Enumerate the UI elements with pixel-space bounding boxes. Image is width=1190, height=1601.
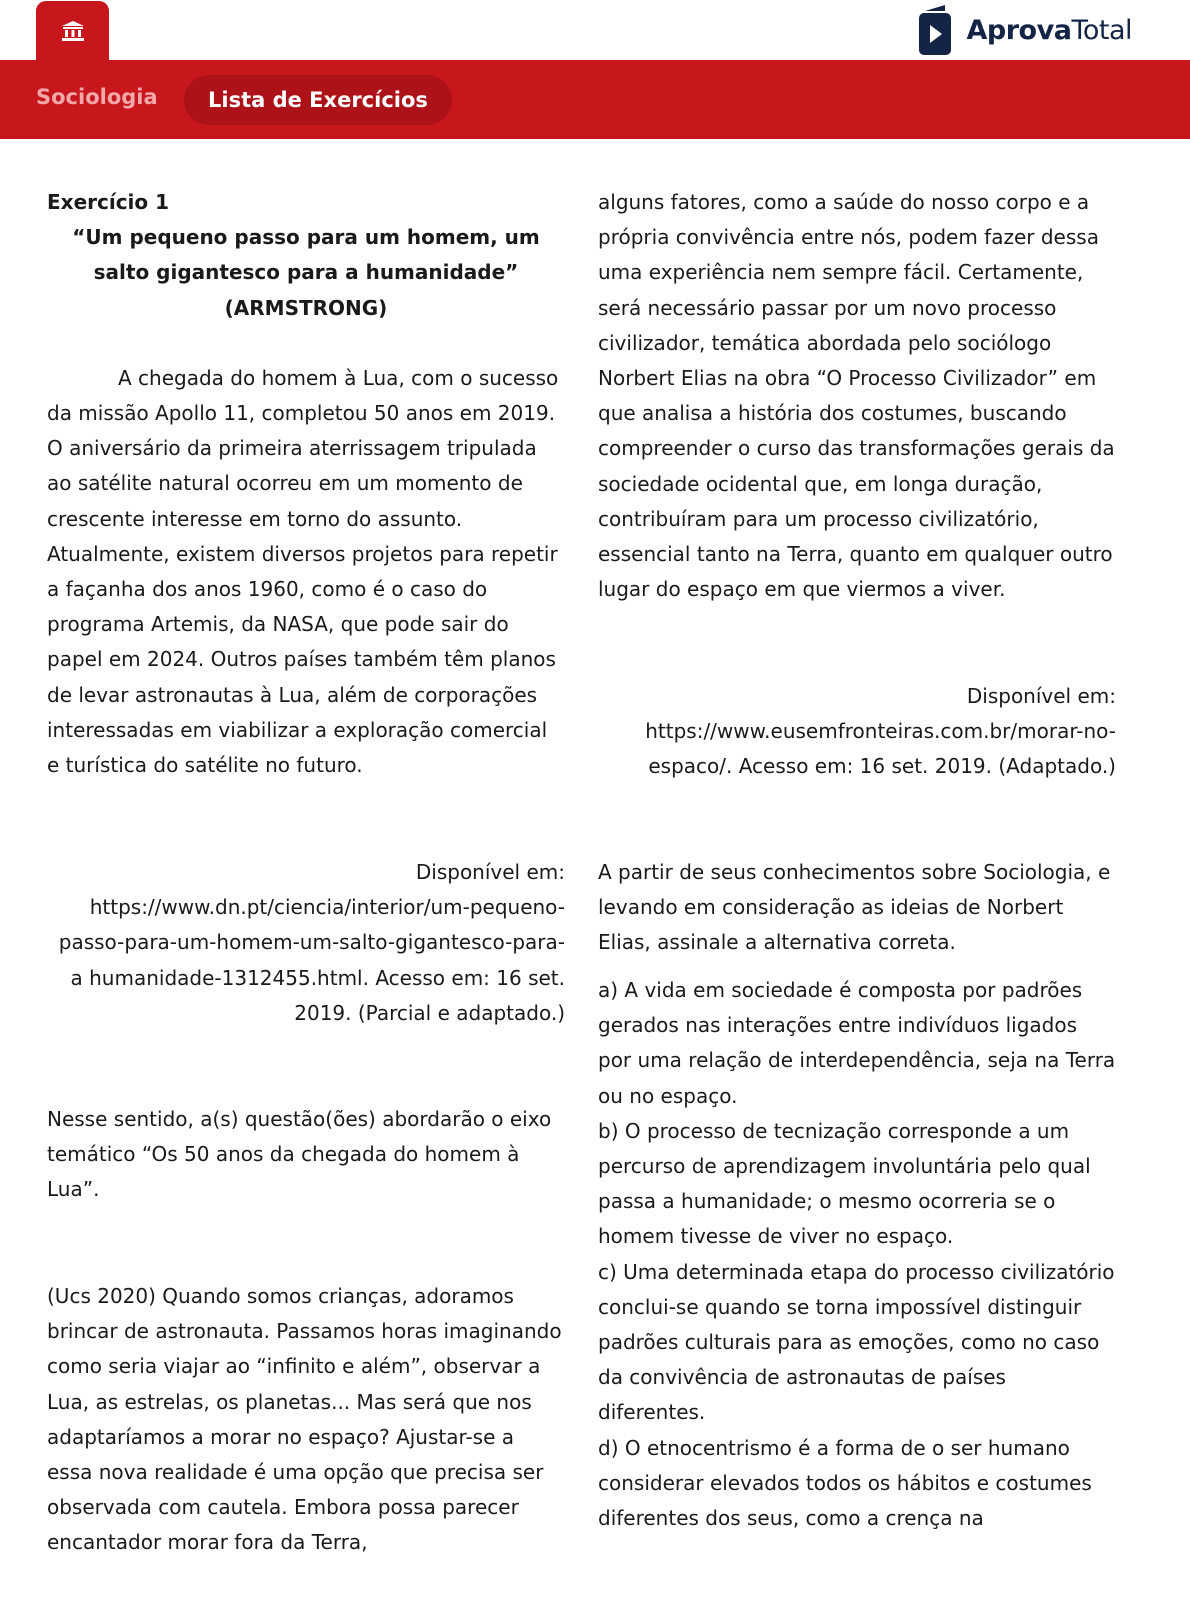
intro-text: A chegada do homem à Lua, com o sucesso da missão Apollo 11, completou 50 anos em 2019. O aniversário da primeira aterrissagem tripulada ao satélite natural ocorreu em um momento de crescente interesse em torno do assunto. Atualmente, existem diversos projetos para repetir a façanha dos anos 1960, como é o caso do programa Artemis, da NASA, que pode sair do papel em 2024. Outros países também têm planos de levar astronautas à Lua, além de corporações interessadas em viabilizar a exploração comercial e turística do satélite no futuro. xyxy=(47,365,559,778)
question-prompt: A partir de seus conhecimentos sobre Sociologia, e levando em consideração as ideias de Norbert Elias, assinale a alternativa correta. xyxy=(598,860,1111,955)
question-text-part1: (Ucs 2020) Quando somos crianças, adoramos brincar de astronauta. Passamos horas imaginando como seria viajar ao “infinito e além”, observar a Lua, as estrelas, os planetas... Mas será que nos adaptaríamos a morar no espaço? Ajustar-se a essa nova realidade é uma opção que precisa ser observada com cautela. Embora possa parecer encantador morar fora da Terra, xyxy=(47,1284,562,1555)
option-c[interactable]: c) Uma determinada etapa do processo civilizatório conclui-se quando se torna impossível distinguir padrões culturais para as emoções, como no caso da convivência de astronautas de países diferentes. xyxy=(598,1259,1115,1425)
question-text-part2: alguns fatores, como a saúde do nosso corpo e a própria convivência entre nós, podem fazer dessa uma experiência nem sempre fácil. Certamente, será necessário passar por um novo processo civilizador, temática abordada pelo sociólogo Norbert Elias na obra “O Processo Civilizador” em que analisa a história dos costumes, buscando compreender o curso das transformações gerais da sociedade ocidental que, em longa duração, contribuíram para um processo civilizatório, essencial tanto na Terra, quanto em qualquer outro lugar do espaço em que viermos a viver. xyxy=(598,190,1115,602)
logo-text: AprovaTotal xyxy=(966,14,1132,46)
quote: “Um pequeno passo para um homem, um salto gigantesco para a humanidade” xyxy=(72,225,540,285)
breadcrumb-subject[interactable]: Sociologia xyxy=(36,85,158,109)
option-b[interactable]: b) O processo de tecnização corresponde a um percurso de aprendizagem involuntária pelo qual passa a humanidade; o mesmo ocorreria se o homem tivesse de viver no espaço. xyxy=(598,1118,1091,1249)
exercise-title: Exercício 1 xyxy=(47,190,170,214)
home-tab[interactable] xyxy=(36,1,109,63)
theme-text: Nesse sentido, a(s) questão(ões) abordarão o eixo temático “Os 50 anos da chegada do homem à Lua”. xyxy=(47,1107,552,1202)
option-a[interactable]: a) A vida em sociedade é composta por padrões gerados nas interações entre indivíduos ligados por uma relação de interdependência, seja na Terra ou no espaço. xyxy=(598,978,1116,1108)
source-citation-1: Disponível em: https://www.dn.pt/ciencia/interior/um-pequeno-passo-para-um-homem-um-salto-gigantesco-para-a humanidade-1312455.html. Acesso em: 16 set. 2019. (Parcial e adaptado.) xyxy=(58,860,565,1025)
breadcrumb-current[interactable]: Lista de Exercícios xyxy=(184,75,452,125)
quote-author: (ARMSTRONG) xyxy=(224,295,388,320)
options-list xyxy=(598,973,1116,1536)
left-column-top xyxy=(47,185,565,783)
source-citation-2: Disponível em: https://www.eusemfronteiras.com.br/morar-no-espaco/. Acesso em: 16 set. 2019. (Adaptado.) xyxy=(645,684,1116,779)
breadcrumb-bar xyxy=(0,60,1190,139)
brand-logo[interactable] xyxy=(917,5,1132,55)
institution-icon xyxy=(62,21,84,41)
option-d[interactable]: d) O etnocentrismo é a forma de o ser humano considerar elevados todos os hábitos e costumes diferentes dos seus, como a crença na xyxy=(598,1435,1092,1531)
book-play-icon xyxy=(917,5,953,55)
